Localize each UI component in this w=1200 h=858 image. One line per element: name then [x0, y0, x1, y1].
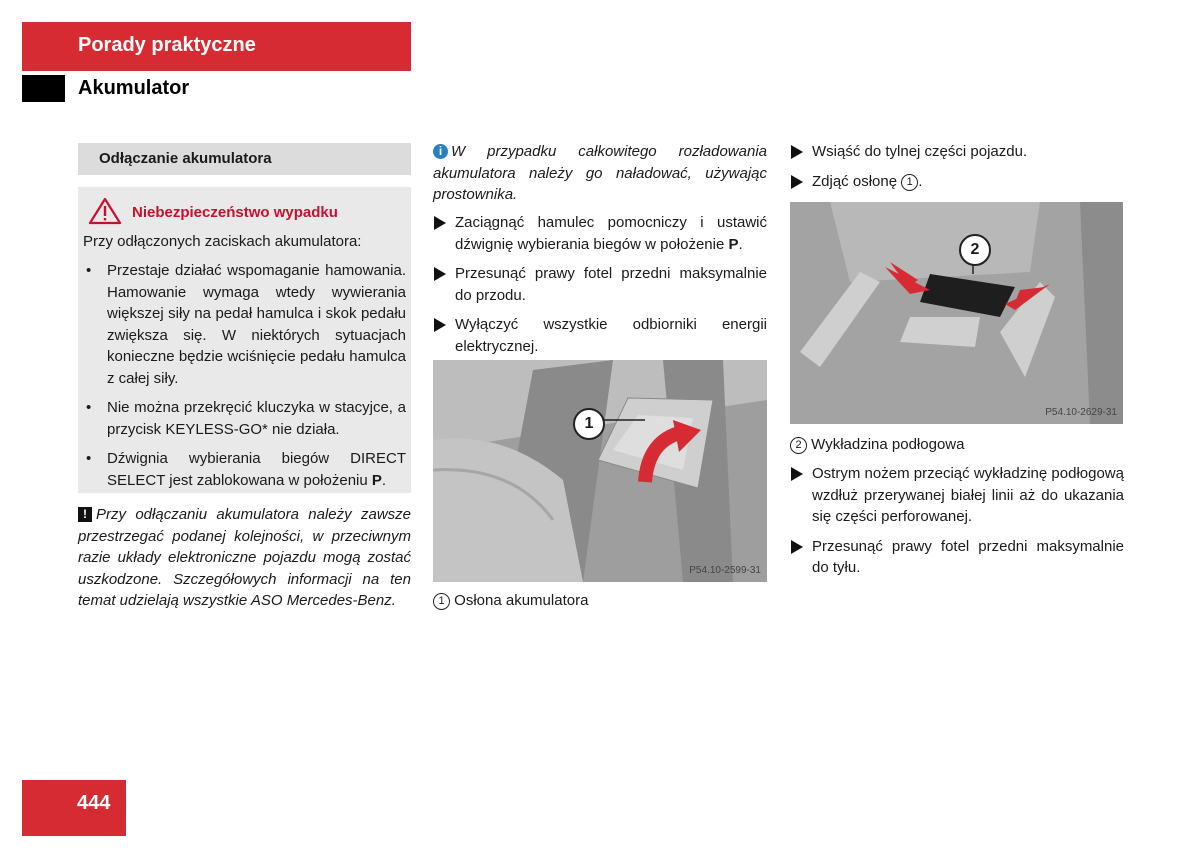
warning-title: Niebezpieczeństwo wypadku [132, 204, 338, 221]
warning-bullet: • Dźwignia wybierania biegów DIRECT SELECT jest zablokowana w położeniu P. [83, 448, 406, 491]
step-item: Ostrym nożem przeciąć wykładzinę podłogową wzdłuż przerywanej białej linii aż do ukazania się części perforowanej. [790, 463, 1124, 528]
middle-steps [433, 212, 767, 365]
inline-callout-number: 1 [901, 174, 918, 191]
warning-triangle-icon [88, 197, 122, 225]
floor-covering-photo [790, 202, 1123, 424]
warning-bullet: • Nie można przekręcić kluczyka w stacyjce, a przycisk KEYLESS-GO* nie działa. [83, 397, 406, 440]
subsection-heading-box [78, 143, 411, 175]
step-item: Wyłączyć wszystkie odbiorniki energii elektrycznej. [433, 314, 767, 357]
page-number: 444 [77, 792, 111, 814]
section-marker [22, 75, 65, 102]
arrow-bullet-icon [791, 145, 803, 159]
arrow-bullet-icon [434, 267, 446, 281]
step-item: Wsiąść do tylnej części pojazdu. [790, 141, 1124, 163]
step-item: Przesunąć prawy fotel przedni maksymalnie do przodu. [433, 263, 767, 306]
chapter-banner [22, 22, 411, 71]
step-item: Zaciągnąć hamulec pomocniczy i ustawić dźwignię wybierania biegów w położenie P. [433, 212, 767, 255]
step-item: Zdjąć osłonę 1 . [790, 171, 1124, 193]
callout-number: 2 [959, 234, 991, 266]
page-number-box [22, 780, 126, 836]
figure-code: P54.10-2629-31 [1045, 407, 1117, 418]
info-icon: i [433, 144, 448, 159]
subsection-heading: Odłączanie akumulatora [99, 150, 272, 167]
figure-caption: 1 Osłona akumulatora [433, 590, 767, 612]
step-item: Przesunąć prawy fotel przedni maksymalnie do tyłu. [790, 536, 1124, 579]
right-steps-top [790, 141, 1124, 200]
caption-number: 1 [433, 593, 450, 610]
arrow-bullet-icon [791, 540, 803, 554]
caution-text: Przy odłączaniu akumulatora należy zawsze przestrzegać podanej kolejności, w przeciwnym razie układy elektroniczne pojazdu mogą zostać uszkodzone. Szczegółowych informacji na ten temat udzielają wszystkie ASO Mercedes-Benz. [78, 506, 411, 609]
info-note [433, 141, 767, 206]
figure-caption: 2 Wykładzina podłogowa [790, 434, 1124, 456]
arrow-bullet-icon [791, 175, 803, 189]
right-steps-bottom [790, 463, 1124, 587]
arrow-bullet-icon [434, 318, 446, 332]
battery-cover-photo [433, 360, 767, 582]
warning-intro: Przy odłączonych zaciskach akumulatora: [83, 233, 362, 250]
warning-list [83, 260, 406, 499]
caption-number: 2 [790, 437, 807, 454]
callout-number: 1 [573, 408, 605, 440]
arrow-bullet-icon [434, 216, 446, 230]
section-title: Akumulator [78, 77, 190, 99]
caution-note [78, 504, 411, 612]
warning-bullet: • Przestaje działać wspomaganie hamowania. Hamowanie wymaga wtedy wywierania większej siły na pedał hamulca i skok pedału zwiększa się. W niektórych sytuacjach konieczne będzie wciśnięcie pedału hamulca z całej siły. [83, 260, 406, 389]
info-text: W przypadku całkowitego rozładowania akumulatora należy go naładować, używając prostownika. [433, 143, 767, 203]
arrow-bullet-icon [791, 467, 803, 481]
figure-code: P54.10-2599-31 [689, 565, 761, 576]
chapter-title: Porady praktyczne [78, 34, 256, 56]
exclamation-icon: ! [78, 507, 92, 522]
